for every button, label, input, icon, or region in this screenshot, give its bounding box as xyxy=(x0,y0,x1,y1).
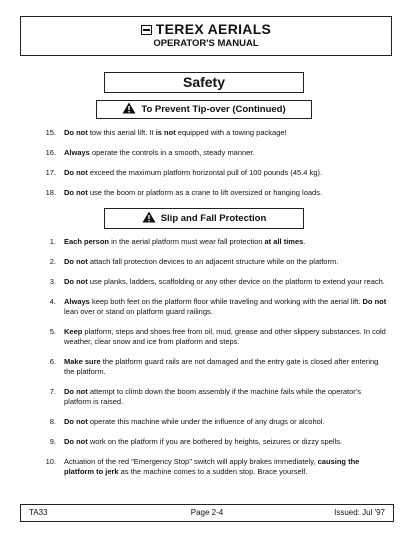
list-item xyxy=(0,437,416,447)
list-item xyxy=(0,257,416,267)
body-text: lean over or stand on platform guard railings. xyxy=(64,307,213,316)
body-text: exceed the maximum platform horizontal pull of 100 pounds (45.4 kg). xyxy=(87,168,323,177)
item-number: 8. xyxy=(49,417,56,426)
item-text xyxy=(64,148,255,157)
footer-doc-code: TA33 xyxy=(29,508,48,517)
list-item xyxy=(0,297,416,317)
section-heading-slip-fall xyxy=(104,208,304,229)
item-text xyxy=(64,188,322,197)
item-text xyxy=(64,387,361,406)
page-title: Safety xyxy=(104,72,304,93)
body-text: attach fall protection devices to an adjacent structure while on the platform. xyxy=(87,257,339,266)
list-item xyxy=(0,417,416,427)
body-text: platform, steps and shoes free from oil, mud, grease and other slippery substances. In cold weather, clear snow and ice from platform and steps. xyxy=(64,327,386,346)
body-text: . xyxy=(303,237,306,246)
list-item xyxy=(0,188,416,198)
warning-triangle-icon xyxy=(122,102,136,114)
document-header xyxy=(20,16,392,56)
emphasis-text: Do not xyxy=(64,387,88,396)
item-text xyxy=(64,257,338,266)
section-heading-tip-over xyxy=(96,100,312,119)
body-text: tow this aerial lift. It xyxy=(87,128,156,137)
emphasis-text: Make sure xyxy=(64,357,101,366)
emphasis-text: Do not xyxy=(64,417,88,426)
item-text xyxy=(64,277,385,286)
emphasis-text: Do not xyxy=(64,437,88,446)
list-item xyxy=(0,277,416,287)
item-number: 10. xyxy=(45,457,56,466)
list-item xyxy=(0,387,416,407)
body-text: use planks, ladders, scaffolding or any other device on the platform to extend your reach. xyxy=(87,277,385,286)
emphasis-text: Each person xyxy=(64,237,110,246)
list-item xyxy=(0,457,416,477)
item-text xyxy=(64,437,342,446)
list-item xyxy=(0,237,416,247)
emphasis-text: Do not xyxy=(64,128,88,137)
list-item xyxy=(0,357,416,377)
body-text: Actuation of the red "Emergency Stop" switch will apply brakes immediately, xyxy=(64,457,318,466)
emphasis-text: Keep xyxy=(64,327,83,336)
item-number: 18. xyxy=(45,188,56,197)
item-number: 1. xyxy=(49,237,56,246)
brand-title xyxy=(21,21,391,37)
item-number: 9. xyxy=(49,437,56,446)
body-text: in the aerial platform must wear fall protection xyxy=(109,237,265,246)
item-text xyxy=(64,457,359,476)
item-number: 7. xyxy=(49,387,56,396)
tip-over-list xyxy=(0,128,416,208)
item-number: 6. xyxy=(49,357,56,366)
emphasis-text: is not xyxy=(155,128,176,137)
section-title: To Prevent Tip-over (Continued) xyxy=(141,104,286,115)
body-text: operate this machine while under the influence of any drugs or alcohol. xyxy=(87,417,325,426)
emphasis-text: Do not xyxy=(362,297,387,306)
body-text: attempt to climb down the boom assembly if the machine fails while the operator's platform is raised. xyxy=(64,387,361,406)
emphasis-text: Do not xyxy=(64,277,88,286)
item-text xyxy=(64,128,287,137)
body-text: operate the controls in a smooth, steady manner. xyxy=(89,148,255,157)
emphasis-text: Always xyxy=(64,297,90,306)
page-footer xyxy=(20,504,394,522)
item-text xyxy=(64,297,386,316)
item-number: 15. xyxy=(45,128,56,137)
item-text xyxy=(64,357,378,376)
item-text xyxy=(64,168,322,177)
item-text xyxy=(64,237,305,246)
item-text xyxy=(64,417,325,426)
warning-triangle-icon xyxy=(142,211,156,223)
item-number: 17. xyxy=(45,168,56,177)
list-item xyxy=(0,327,416,347)
item-number: 2. xyxy=(49,257,56,266)
list-item xyxy=(0,128,416,138)
body-text: the platform guard rails are not damaged and the entry gate is closed after entering the platform. xyxy=(64,357,379,376)
brand-name: TEREX AERIALS xyxy=(155,21,272,37)
footer-issue-date: Issued: Jul '97 xyxy=(334,508,385,517)
emphasis-text: Do not xyxy=(64,188,88,197)
body-text: work on the platform if you are bothered by heights, seizures or dizzy spells. xyxy=(87,437,343,446)
manual-subtitle: OPERATOR'S MANUAL xyxy=(153,38,259,49)
emphasis-text: Do not xyxy=(64,168,88,177)
body-text: equipped with a towing package! xyxy=(175,128,287,137)
item-number: 5. xyxy=(49,327,56,336)
emphasis-text: Do not xyxy=(64,257,88,266)
item-number: 3. xyxy=(49,277,56,286)
section-title: Slip and Fall Protection xyxy=(160,213,267,224)
item-number: 16. xyxy=(45,148,56,157)
emphasis-text: causing the platform to jerk xyxy=(64,457,360,476)
list-item xyxy=(0,148,416,158)
body-text: keep both feet on the platform floor while traveling and working with the aerial lift. xyxy=(89,297,363,306)
body-text: as the machine comes to a sudden stop. Brace yourself. xyxy=(118,467,308,476)
footer-page-number: Page 2-4 xyxy=(190,508,224,517)
item-text xyxy=(64,327,386,346)
item-number: 4. xyxy=(49,297,56,306)
slip-fall-list xyxy=(0,237,416,477)
body-text: use the boom or platform as a crane to lift oversized or hanging loads. xyxy=(87,188,323,197)
emphasis-text: at all times xyxy=(264,237,304,246)
emphasis-text: Always xyxy=(64,148,90,157)
terex-logo-icon xyxy=(141,25,152,35)
list-item xyxy=(0,168,416,178)
